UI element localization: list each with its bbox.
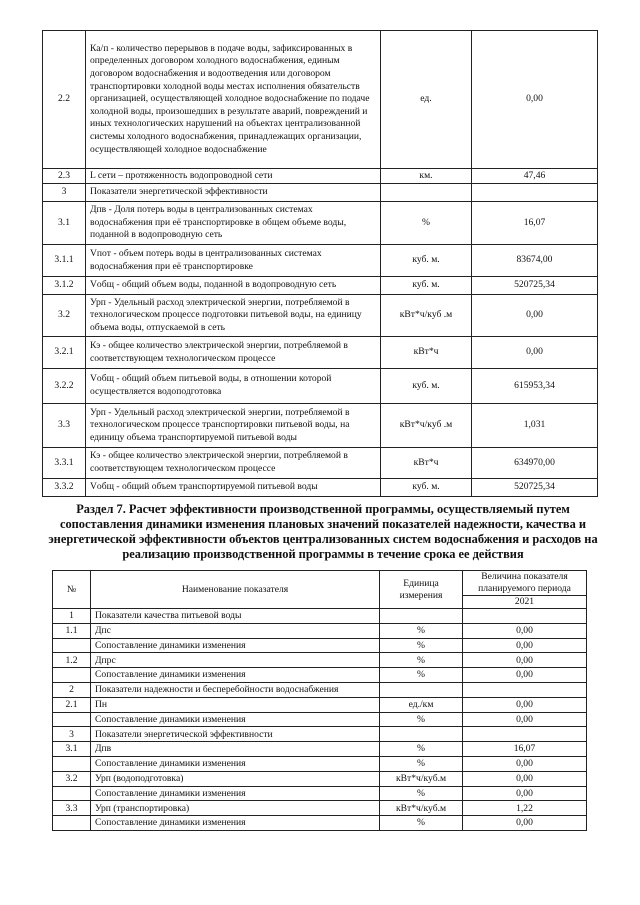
section-title: Раздел 7. Расчет эффективности производственной программы, осуществляемый путем сопоставления динамики изменения плановых значений показателей надежности, качества и энергетической эффективности объектов централизованных систем водоснабжения и расходов на реализацию производственной программы в течение срока ее действия <box>48 502 598 561</box>
table-row <box>43 184 598 202</box>
cell-num <box>53 638 91 653</box>
cell-unit: % <box>380 668 463 683</box>
cell-num: 1.2 <box>53 653 91 668</box>
cell-desc: Дпв - Доля потерь воды в централизованных системах водоснабжения при её транспортировке в общем объеме воды, поданной в водопроводную сеть <box>86 202 381 245</box>
cell-name: Пн <box>91 697 380 712</box>
cell-unit: % <box>380 756 463 771</box>
table-row <box>43 404 598 448</box>
table-row <box>53 756 587 771</box>
cell-value: 520725,34 <box>472 277 598 295</box>
table-row <box>43 369 598 404</box>
cell-unit: % <box>380 742 463 757</box>
indicators-table <box>42 30 598 497</box>
cell-num: 2.3 <box>43 169 86 184</box>
cell-value: 0,00 <box>463 623 587 638</box>
cell-name: Дпс <box>91 623 380 638</box>
cell-num: 3.2.1 <box>43 337 86 369</box>
cell-desc: Урп - Удельный расход электрической энергии, потребляемой в технологическом процессе транспортировки питьевой воды, на единицу объема транспортируемой питьевой воды <box>86 404 381 448</box>
cell-num: 3.1.1 <box>43 245 86 277</box>
cell-desc: Кэ - общее количество электрической энергии, потребляемой в соответствующем технологическом процессе <box>86 337 381 369</box>
cell-num: 1.1 <box>53 623 91 638</box>
cell-desc: Vобщ - общий объем воды, поданной в водопроводную сеть <box>86 277 381 295</box>
table-row <box>43 202 598 245</box>
cell-value: 0,00 <box>472 295 598 337</box>
cell-value: 1,22 <box>463 801 587 816</box>
cell-value: 0,00 <box>463 668 587 683</box>
cell-name: Сопоставление динамики изменения <box>91 816 380 831</box>
table-row <box>53 801 587 816</box>
cell-desc: Показатели энергетической эффективности <box>86 184 381 202</box>
cell-name: Дпрс <box>91 653 380 668</box>
cell-value: 634970,00 <box>472 448 598 479</box>
cell-name: Сопоставление динамики изменения <box>91 786 380 801</box>
cell-value: 0,00 <box>463 771 587 786</box>
cell-name: Показатели энергетической эффективности <box>91 727 380 742</box>
cell-value: 16,07 <box>472 202 598 245</box>
cell-value: 16,07 <box>463 742 587 757</box>
cell-desc: L сети – протяженность водопроводной сети <box>86 169 381 184</box>
cell-unit: куб. м. <box>381 245 472 277</box>
cell-value: 520725,34 <box>472 479 598 497</box>
cell-unit: кВт*ч/куб .м <box>381 295 472 337</box>
header-value: Величина показателя планируемого периода <box>463 571 587 596</box>
cell-value: 0,00 <box>472 337 598 369</box>
cell-unit: % <box>381 202 472 245</box>
table-row <box>53 712 587 727</box>
header-num: № <box>53 571 91 609</box>
cell-num: 3.2.2 <box>43 369 86 404</box>
cell-num <box>53 816 91 831</box>
cell-value: 0,00 <box>463 816 587 831</box>
cell-value <box>463 727 587 742</box>
cell-unit: кВт*ч <box>381 448 472 479</box>
cell-value: 615953,34 <box>472 369 598 404</box>
table-row <box>43 295 598 337</box>
cell-num: 2 <box>53 682 91 697</box>
cell-unit: % <box>380 638 463 653</box>
table-row <box>53 623 587 638</box>
cell-num: 2.2 <box>43 31 86 169</box>
efficiency-table <box>52 570 587 831</box>
cell-num: 3.1 <box>43 202 86 245</box>
cell-value: 0,00 <box>472 31 598 169</box>
table-row <box>53 786 587 801</box>
cell-value: 1,031 <box>472 404 598 448</box>
cell-unit: ед. <box>381 31 472 169</box>
table-row <box>53 638 587 653</box>
cell-desc: Vпот - объем потерь воды в централизованных системах водоснабжения при её транспортировке <box>86 245 381 277</box>
cell-unit: % <box>380 816 463 831</box>
cell-num <box>53 756 91 771</box>
table-row <box>53 697 587 712</box>
table-row <box>53 816 587 831</box>
cell-unit <box>380 609 463 624</box>
cell-unit: % <box>380 712 463 727</box>
cell-value: 0,00 <box>463 712 587 727</box>
cell-desc: Кэ - общее количество электрической энергии, потребляемой в соответствующем технологическом процессе <box>86 448 381 479</box>
table-row <box>53 771 587 786</box>
table-row <box>53 609 587 624</box>
table-header-row <box>53 571 587 596</box>
cell-value: 0,00 <box>463 756 587 771</box>
cell-name: Сопоставление динамики изменения <box>91 756 380 771</box>
cell-name: Дпв <box>91 742 380 757</box>
cell-desc: Ка/п - количество перерывов в подаче воды, зафиксированных в определенных договором холодного водоснабжения, единым договором водоснабжения и водоотведения или договором транспортировки холодной воды местах исполнения обязательств организацией, осуществляющей холодное водоснабжение по подаче холодной воды, произошедших в результате аварий, повреждений и иных технологических нарушений на объектах централизованной системы холодного водоснабжения, принадлежащих организации, осуществляющей холодное водоснабжение <box>86 31 381 169</box>
table-row <box>43 169 598 184</box>
cell-num: 3.3.2 <box>43 479 86 497</box>
cell-num: 3.3.1 <box>43 448 86 479</box>
cell-value: 83674,00 <box>472 245 598 277</box>
table-row <box>43 448 598 479</box>
table-row <box>53 682 587 697</box>
cell-unit: кВт*ч/куб.м <box>380 771 463 786</box>
header-name: Наименование показателя <box>91 571 380 609</box>
table-row <box>53 742 587 757</box>
header-year: 2021 <box>463 596 587 609</box>
cell-name: Показатели надежности и бесперебойности водоснабжения <box>91 682 380 697</box>
table-row <box>53 668 587 683</box>
cell-num <box>53 712 91 727</box>
cell-value: 47,46 <box>472 169 598 184</box>
cell-value: 0,00 <box>463 638 587 653</box>
cell-num: 3.1.2 <box>43 277 86 295</box>
cell-name: Показатели качества питьевой воды <box>91 609 380 624</box>
cell-name: Сопоставление динамики изменения <box>91 668 380 683</box>
cell-num: 3.1 <box>53 742 91 757</box>
cell-unit: ед./км <box>380 697 463 712</box>
table-row <box>53 727 587 742</box>
cell-value: 0,00 <box>463 786 587 801</box>
cell-name: Сопоставление динамики изменения <box>91 712 380 727</box>
cell-unit: % <box>380 623 463 638</box>
cell-name: Урп (водоподготовка) <box>91 771 380 786</box>
cell-unit: кВт*ч <box>381 337 472 369</box>
cell-value <box>472 184 598 202</box>
cell-unit <box>380 727 463 742</box>
header-unit: Единица измерения <box>380 571 463 609</box>
cell-unit: кВт*ч/куб .м <box>381 404 472 448</box>
table-row <box>43 245 598 277</box>
cell-num: 1 <box>53 609 91 624</box>
table-row <box>53 653 587 668</box>
cell-value: 0,00 <box>463 697 587 712</box>
cell-unit: % <box>380 653 463 668</box>
cell-num: 3.3 <box>43 404 86 448</box>
table-row <box>43 277 598 295</box>
cell-desc: Vобщ - общий объем транспортируемой питьевой воды <box>86 479 381 497</box>
cell-num: 3 <box>43 184 86 202</box>
cell-num: 3.3 <box>53 801 91 816</box>
cell-num: 2.1 <box>53 697 91 712</box>
cell-name: Сопоставление динамики изменения <box>91 638 380 653</box>
cell-unit: % <box>380 786 463 801</box>
cell-num: 3.2 <box>53 771 91 786</box>
cell-name: Урп (транспортировка) <box>91 801 380 816</box>
cell-num <box>53 668 91 683</box>
cell-desc: Урп - Удельный расход электрической энергии, потребляемой в технологическом процессе подготовки питьевой воды, на единицу объема воды, отпускаемой в сеть <box>86 295 381 337</box>
cell-desc: Vобщ - общий объем питьевой воды, в отношении которой осуществляется водоподготовка <box>86 369 381 404</box>
cell-num <box>53 786 91 801</box>
table-row <box>43 337 598 369</box>
cell-unit: куб. м. <box>381 479 472 497</box>
cell-unit <box>381 184 472 202</box>
cell-value: 0,00 <box>463 653 587 668</box>
cell-value <box>463 609 587 624</box>
cell-unit: км. <box>381 169 472 184</box>
cell-unit <box>380 682 463 697</box>
table-row <box>43 479 598 497</box>
table-row <box>43 31 598 169</box>
cell-num: 3 <box>53 727 91 742</box>
cell-unit: куб. м. <box>381 277 472 295</box>
cell-unit: куб. м. <box>381 369 472 404</box>
cell-num: 3.2 <box>43 295 86 337</box>
cell-unit: кВт*ч/куб.м <box>380 801 463 816</box>
cell-value <box>463 682 587 697</box>
